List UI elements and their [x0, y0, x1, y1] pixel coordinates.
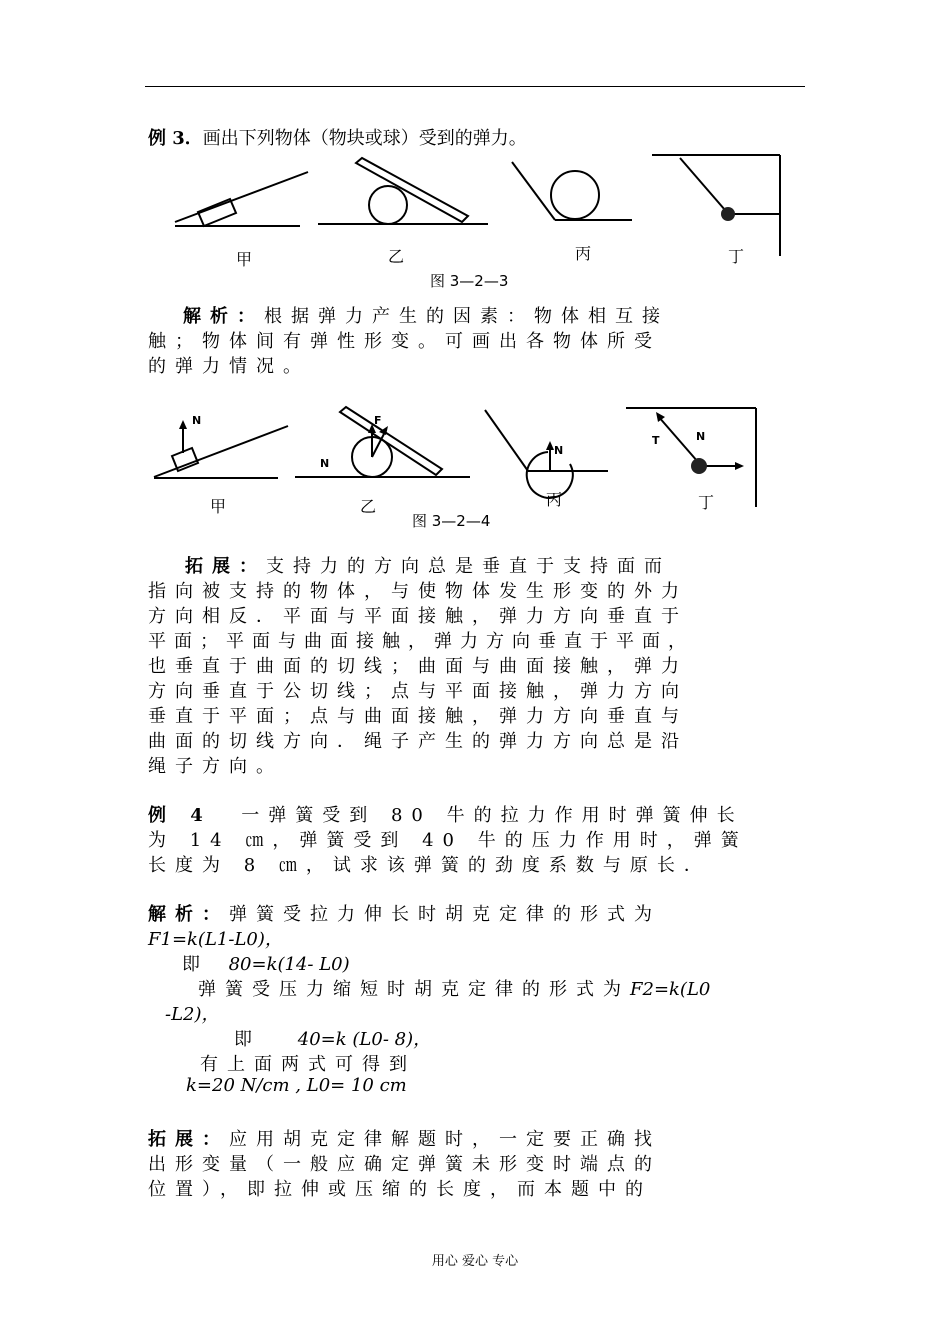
fig2-label-jia: 甲: [210, 497, 227, 516]
analysis2-eq3b: -L2)，: [165, 1004, 220, 1025]
analysis2-eq3a: F2=k(L0: [630, 979, 711, 1000]
fig1-ding-rope: [680, 158, 725, 210]
fig2-bing-arrow: [546, 441, 554, 450]
fig2-label-ding: 丁: [698, 493, 715, 512]
extension2-label: 拓展：: [148, 1129, 229, 1150]
analysis2-line-3: 有上面两式可得到: [200, 1054, 416, 1075]
extension1-line-6: 方向垂直于公切线；点与平面接触，弹力方向: [148, 681, 688, 702]
extension1-line-4: 平面；平面与曲面接触，弹力方向垂直于平面，: [148, 631, 694, 652]
analysis2-line-2: 弹簧受压力缩短时胡克定律的形式为F2=k(L0: [198, 979, 711, 1000]
analysis2-line-1: 解析：弹簧受拉力伸长时胡克定律的形式为: [148, 904, 661, 925]
fig2-yi-N: N: [320, 457, 330, 470]
fig2-caption: 图 3—2—4: [412, 512, 491, 530]
analysis2-ji-line-2: 即 40=k (L0- 8)，: [234, 1029, 432, 1050]
fig2-jia-N: N: [192, 414, 202, 427]
example4-line-2: 为 14 ㎝，弹簧受到 40 牛的压力作用时，弹簧: [148, 830, 748, 851]
fig1-label-yi: 乙: [388, 247, 405, 266]
fig2-ding-N: N: [696, 430, 706, 443]
extension1-line-5: 也垂直于曲面的切线；曲面与曲面接触，弹力: [148, 656, 688, 677]
analysis2-eq2: 80=k(14- L0): [228, 954, 350, 975]
analysis1-line-2: 触；物体间有弹性形变。可画出各物体所受: [148, 331, 661, 352]
fig2-ding-arrow-T: [656, 412, 665, 422]
analysis2-result: k=20 N/cm , L0= 10 cm: [186, 1075, 407, 1096]
analysis2-eq1: F1=k(L1-L0)，: [148, 929, 283, 950]
fig2-ding-rope: [658, 416, 698, 462]
fig1-jia-block: [198, 199, 236, 226]
fig2-jia-incline: [154, 426, 288, 477]
analysis1-line-3: 的弹力情况。: [148, 356, 310, 377]
fig1-jia-incline: [175, 172, 308, 222]
fig2-jia-arrow: [179, 420, 187, 429]
extension2-line-1: 拓展：应用胡克定律解题时，一定要正确找: [148, 1129, 661, 1150]
extension2-line-2: 出形变量（一般应确定弹簧未形变时端点的: [148, 1154, 661, 1175]
header-rule: [145, 86, 805, 87]
example4-line-1: 例 4 一弹簧受到 80 牛的拉力作用时弹簧伸长: [148, 805, 744, 826]
fig1-label-bing: 丙: [575, 244, 592, 263]
analysis2-eq4: 40=k (L0- 8)，: [297, 1029, 432, 1050]
fig1-bing-ball: [551, 171, 599, 219]
analysis1-label: 解析：: [183, 306, 264, 327]
fig2-label-yi: 乙: [360, 497, 377, 516]
page-footer: 用心 爱心 专心: [431, 1254, 519, 1269]
example3-line: [148, 124, 527, 150]
fig1-ding-ball: [721, 207, 735, 221]
analysis2-ji-line-1: 即 80=k(14- L0): [182, 954, 350, 975]
example3-label: 例 3．: [148, 128, 203, 149]
extension1-line-8: 曲面的切线方向．绳子产生的弹力方向总是沿: [148, 731, 688, 752]
fig1-label-ding: 丁: [728, 247, 745, 266]
extension1-line-7: 垂直于平面；点与曲面接触，弹力方向垂直与: [148, 706, 688, 727]
fig2-ding-T: T: [652, 434, 660, 447]
analysis1-line-1: 解析：根据弹力产生的因素：物体相互接: [183, 306, 669, 327]
fig2-yi-F: F: [374, 414, 382, 427]
extension2-line-3: 位置），即拉伸或压缩的长度，而本题中的: [148, 1179, 652, 1200]
fig1-yi-board: [356, 158, 468, 222]
extension1-line-3: 方向相反．平面与平面接触，弹力方向垂直于: [148, 606, 688, 627]
example3-prompt: 画出下列物体（物块或球）受到的弹力。: [202, 128, 527, 149]
fig1-caption: 图 3—2—3: [430, 272, 509, 290]
analysis2-label: 解析：: [148, 904, 229, 925]
fig1-label-jia: 甲: [236, 250, 253, 269]
extension1-line-9: 绳子方向。: [148, 756, 283, 777]
example4-label: 例 4: [148, 805, 212, 826]
fig2-bing-N: N: [554, 444, 564, 457]
fig1-yi-ball: [369, 186, 407, 224]
extension1-line-1: 拓展：支持力的方向总是垂直于支持面而: [185, 556, 671, 577]
extension1-label: 拓展：: [185, 556, 266, 577]
fig2-ding-arrow-N: [735, 462, 744, 470]
fig1-bing-slope: [512, 162, 555, 220]
fig2-ding-ball: [691, 458, 707, 474]
fig2-jia-block: [172, 448, 198, 471]
figure-3-2-3: [150, 150, 790, 295]
example4-line-3: 长度为 8 ㎝，试求该弹簧的劲度系数与原长．: [148, 855, 711, 876]
fig2-bing-slope: [485, 410, 528, 471]
figure-3-2-4: [150, 400, 790, 535]
fig2-label-bing: 丙: [546, 490, 563, 509]
extension1-line-2: 指向被支持的物体，与使物体发生形变的外力: [148, 581, 688, 602]
